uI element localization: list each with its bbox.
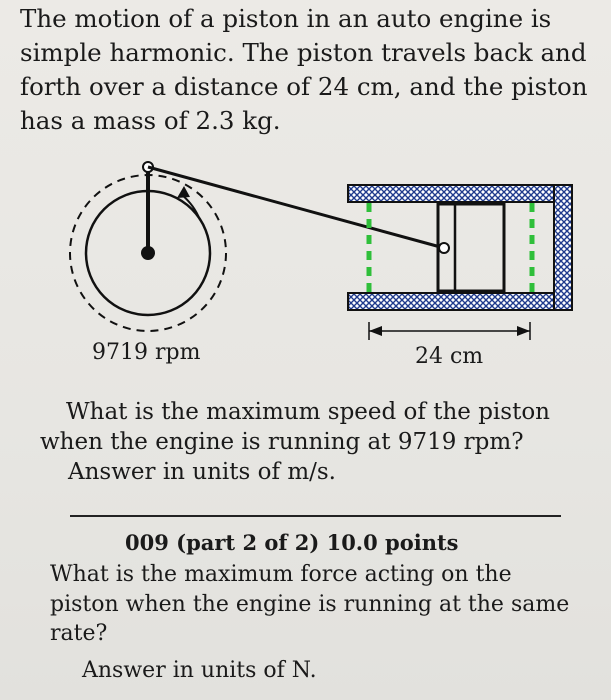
problem-statement bbox=[20, 2, 600, 138]
wrist-pin bbox=[439, 243, 449, 253]
intro-line-4: has a mass of 2.3 kg. bbox=[20, 106, 281, 135]
part1-question-line-2: when the engine is running at 9719 rpm? bbox=[40, 429, 524, 455]
part1-question-line-1: What is the maximum speed of the piston bbox=[66, 399, 550, 425]
rotation-arrowhead bbox=[177, 186, 190, 198]
intro-line-2: simple harmonic. The piston travels back and bbox=[20, 38, 587, 67]
part2-question bbox=[50, 560, 585, 683]
part2-header: 009 (part 2 of 2) 10.0 points bbox=[125, 530, 459, 555]
part1-answer-units: Answer in units of m/s. bbox=[68, 459, 336, 485]
distance-arrowhead-left bbox=[369, 326, 382, 336]
part2-answer-units: Answer in units of N. bbox=[82, 658, 317, 683]
intro-line-1: The motion of a piston in an auto engine is bbox=[20, 4, 552, 33]
distance-arrowhead-right bbox=[517, 326, 530, 336]
part1-question bbox=[40, 397, 590, 487]
part2-question-line-3: rate? bbox=[50, 621, 108, 646]
crank-center bbox=[141, 246, 155, 260]
rpm-label: 9719 rpm bbox=[92, 340, 201, 365]
intro-line-3: forth over a distance of 24 cm, and the piston bbox=[20, 72, 588, 101]
cylinder-end-wall bbox=[554, 185, 572, 310]
part2-question-line-2: piston when the engine is running at the same bbox=[50, 591, 570, 617]
cylinder-bottom-wall bbox=[348, 293, 572, 310]
cylinder-top-wall bbox=[348, 185, 572, 202]
part2-question-line-1: What is the maximum force acting on the bbox=[50, 562, 512, 587]
distance-label: 24 cm bbox=[415, 344, 484, 369]
section-divider bbox=[70, 515, 561, 517]
